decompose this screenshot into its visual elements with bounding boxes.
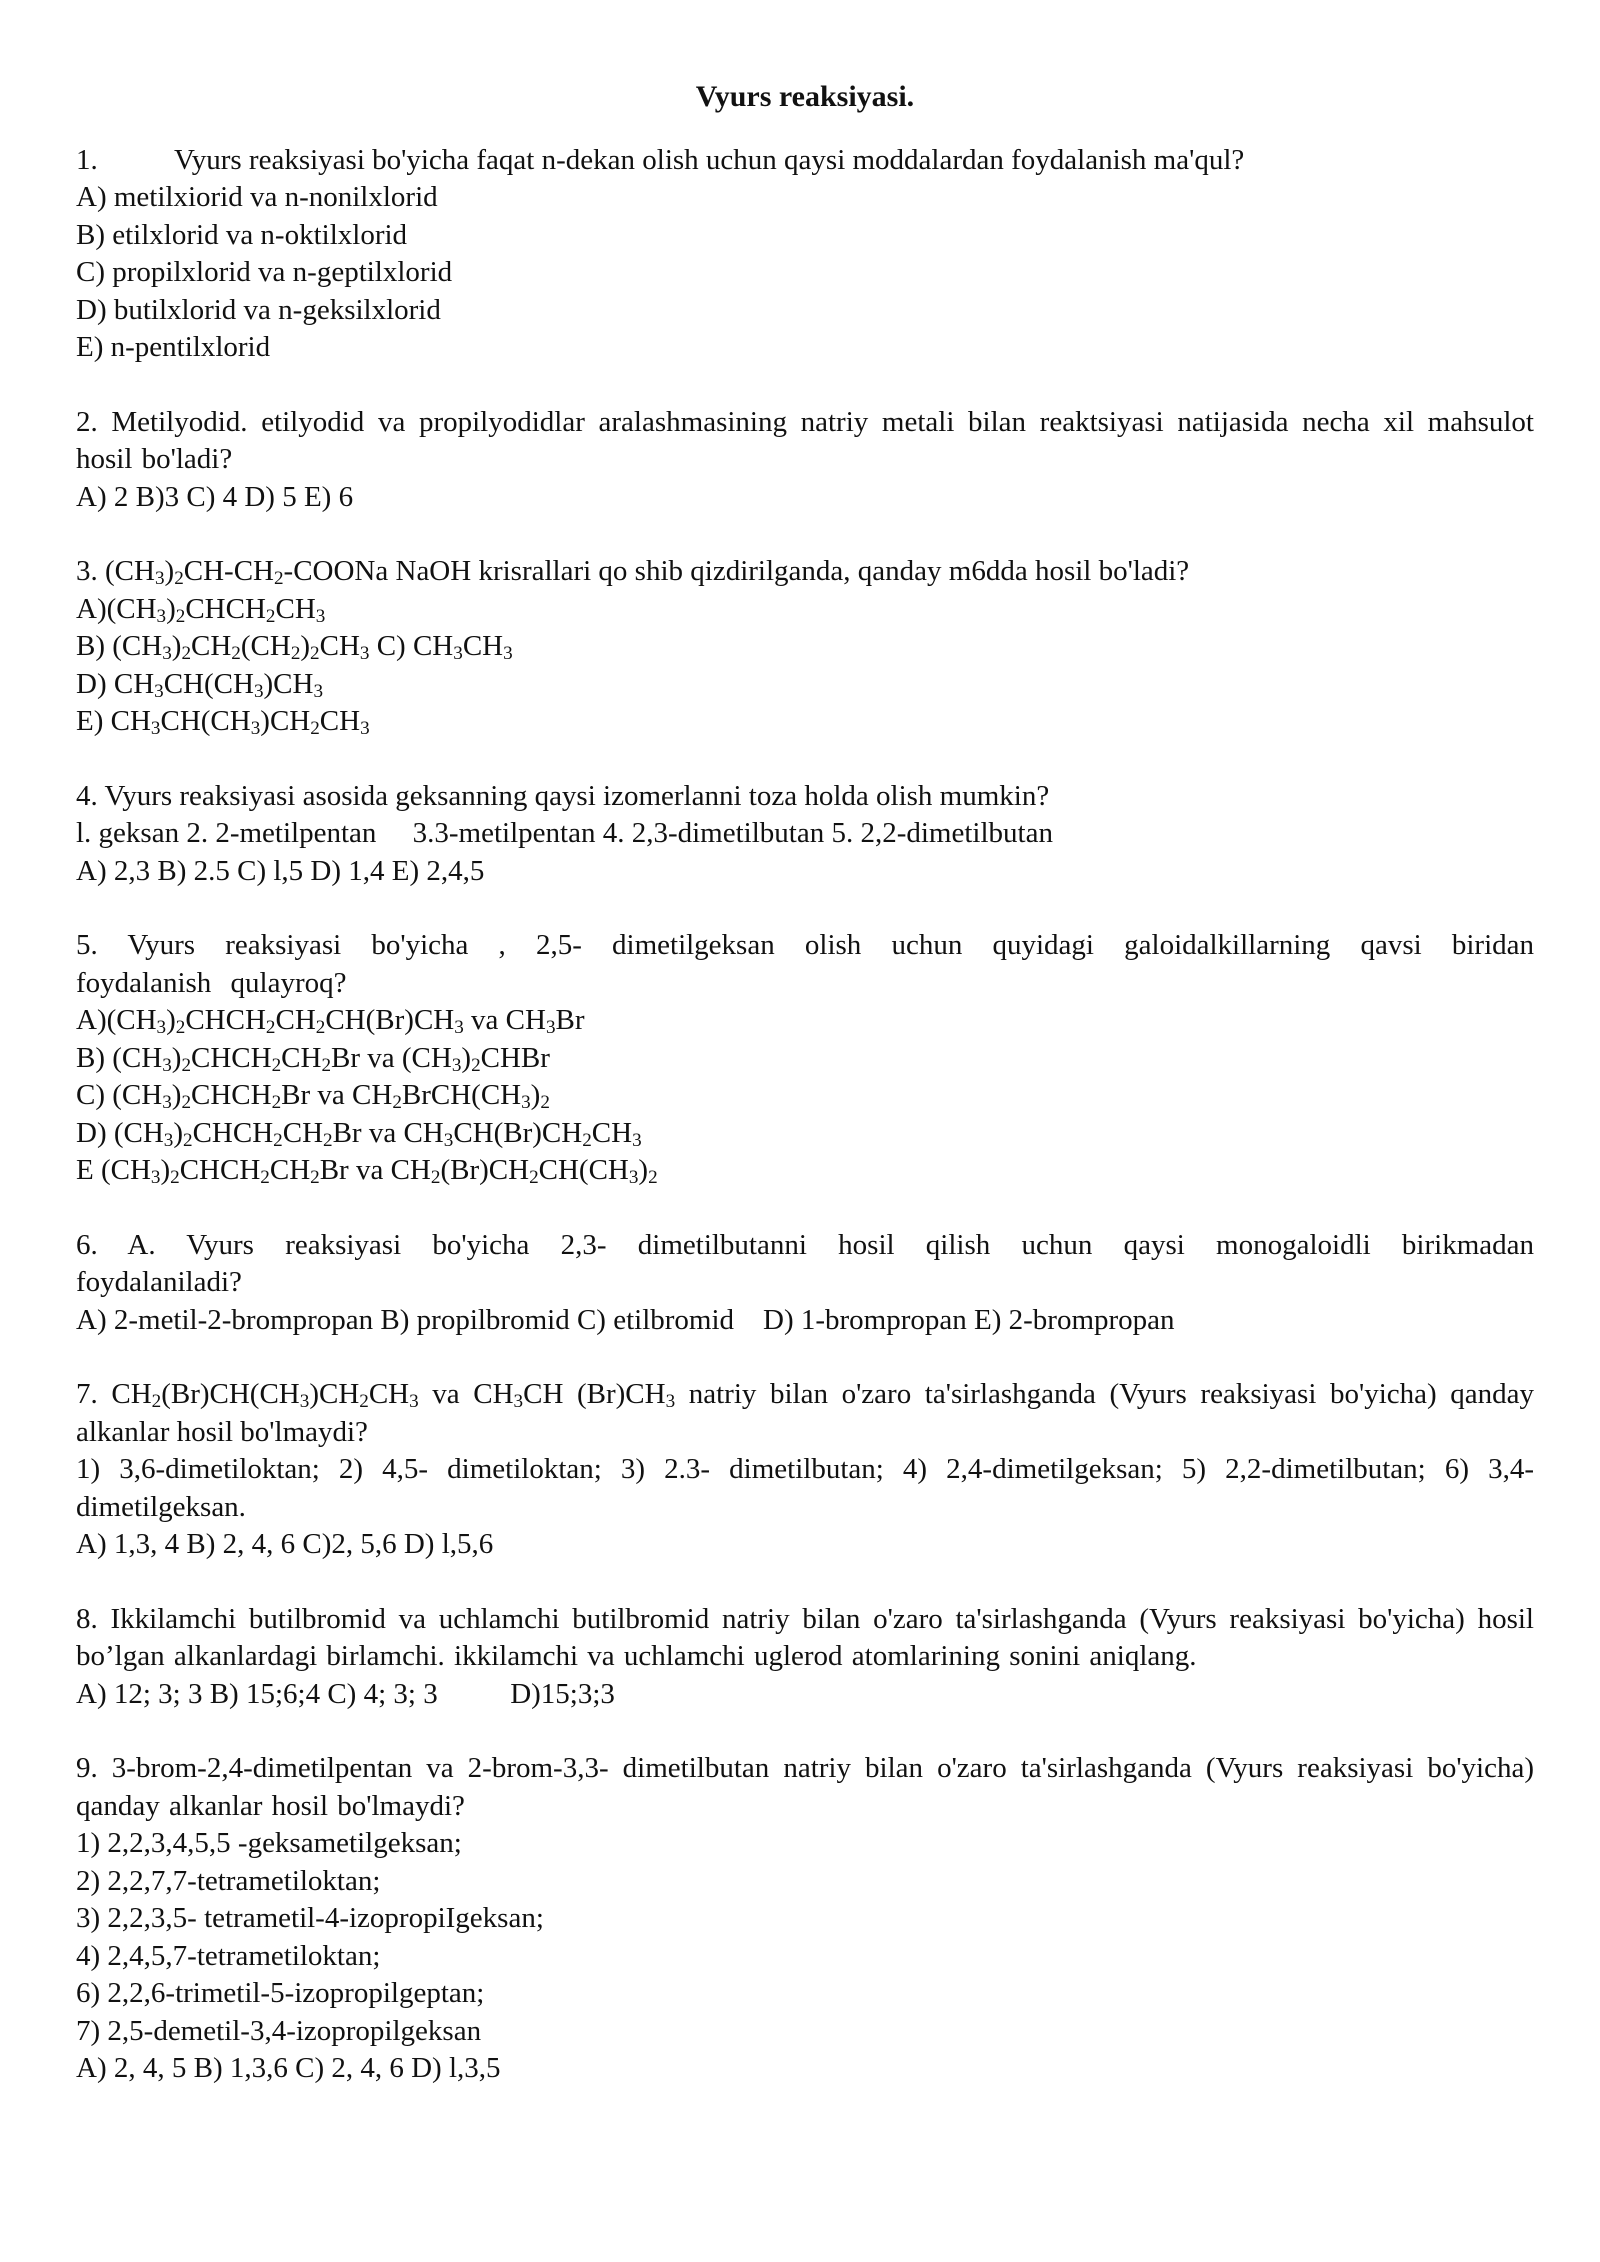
question-6-stem: 6. A. Vyurs reaksiyasi bo'yicha 2,3- dimetilbutanni hosil qilish uchun qaysi monogaloidli birikmadan foydalaniladi? [76, 1228, 1534, 1298]
question-3-option-e: E) $CH_3CH(CH_3)CH_2CH_3$ [76, 705, 370, 740]
question-7 [76, 1376, 1534, 1564]
question-5-option-a: $A)(CH_3)_2CHCH_2CH_2CH(Br)CH_3$ va $CH_3Br$ [76, 1004, 585, 1039]
question-4-answers: A) 2,3 B) 2.5 C) l,5 D) 1,4 E) 2,4,5 [76, 854, 485, 887]
question-5 [76, 927, 1534, 1190]
question-9-item-2: 2) 2,2,7,7-tetrametiloktan; [76, 1864, 381, 1897]
question-4-items: l. geksan 2. 2-metilpentan 3.3-metilpentan 4. 2,3-dimetilbutan 5. 2,2-dimetilbutan [76, 817, 1053, 849]
question-5-stem: 5. Vyurs reaksiyasi bo'yicha , 2,5- dimetilgeksan olish uchun quyidagi galoidalkillarning qavsi biridan foydalanish qulayroq? [76, 929, 1534, 999]
question-7-body: 1) 3,6-dimetiloktan; 2) 4,5- dimetiloktan; 3) 2.3- dimetilbutan; 4) 2,4-dimetilgeksan; 5) 2,2-dimetilbutan; 6) 3,4-dimetilgeksan. [76, 1453, 1534, 1523]
question-1-stem-text: Vyurs reaksiyasi bo'yicha faqat n-dekan olish uchun qaysi moddalardan foydalanish ma'qul? [174, 143, 1245, 176]
question-7-answers: A) 1,3, 4 B) 2, 4, 6 C)2, 5,6 D) l,5,6 [76, 1528, 494, 1560]
question-7-stem: 7. $CH_2(Br)CH(CH_3)CH_2CH_3$ va $CH_3CH$ $(Br)CH_3$ natriy bilan o'zaro ta'sirlashganda (Vyurs reaksiyasi bo'yicha) qanday alkanlar hosil bo'lmaydi? [76, 1378, 1534, 1448]
question-9-item-4: 4) 2,4,5,7-tetrametiloktan; [76, 1939, 381, 1972]
question-4 [76, 778, 1534, 891]
question-1-number: 1. [76, 143, 98, 176]
question-6-answers: A) 2-metil-2-brompropan B) propilbromid C) etilbromid D) 1-brompropan E) 2-brompropan [76, 1303, 1175, 1336]
question-5-option-b: B) $(CH_3)_2CHCH_2CH_2Br$ va $(CH_3)_2CHBr$ [76, 1041, 550, 1076]
question-5-option-c: C) $(CH_3)_2CHCH_2Br$ va $CH_2BrCH(CH_3)_2$ [76, 1079, 550, 1114]
question-1-option-a: A) metilxiorid va n-nonilxlorid [76, 181, 438, 213]
question-1-option-c: C) propilxlorid va n-geptilxlorid [76, 256, 453, 288]
question-9 [76, 1750, 1534, 2088]
question-9-item-1: 1) 2,2,3,4,5,5 -geksametilgeksan; [76, 1827, 462, 1859]
document-title: Vyurs reaksiyasi. [695, 80, 915, 113]
question-2-stem: 2. Metilyodid. etilyodid va propilyodidlar aralashmasining natriy metali bilan reaktsiyasi natijasida necha xil mahsulot hosil bo'ladi? [76, 405, 1534, 475]
question-8-stem: 8. Ikkilamchi butilbromid va uchlamchi butilbromid natriy bilan o'zaro ta'sirlashganda (Vyurs reaksiyasi bo'yicha) hosil bo’lgan alkanlardagi birlamchi. ikkilamchi va uchlamchi uglerod atomlarining sonini aniqlang. [76, 1602, 1534, 1672]
question-9-item-3: 3) 2,2,3,5- tetrametil-4-izopropiIgeksan; [76, 1902, 544, 1934]
question-2-answers: A) 2 B)3 C) 4 D) 5 E) 6 [76, 480, 354, 513]
question-5-option-d: D) $(CH_3)_2CHCH_2CH_2Br$ va $CH_3CH(Br)CH_2CH_3$ [76, 1116, 642, 1151]
question-3-option-d: D) $CH_3CH(CH_3)CH_3$ [76, 667, 324, 702]
question-9-item-7: 7) 2,5-demetil-3,4-izopropilgeksan [76, 2014, 482, 2047]
question-3-option-a: $A)(CH_3)_2CHCH_2CH_3$ [76, 592, 326, 627]
question-3-stem: 3. $(CH_3)_2CH-CH_2$-COONa NaOH krisrallari qo shib qizdirilganda, qanday m6dda hosil bo'ladi? [76, 555, 1190, 590]
question-2 [76, 404, 1534, 517]
question-3 [76, 553, 1534, 741]
question-1-option-e: E) n-pentilxlorid [76, 331, 271, 363]
document-page [76, 78, 1534, 2125]
question-3-option-b-c: B) $(CH_3)_2CH_2(CH_2)_2CH_3$ C) $CH_3CH_3$ [76, 630, 513, 665]
question-4-stem: 4. Vyurs reaksiyasi asosida geksanning qaysi izomerlanni toza holda olish mumkin? [76, 779, 1050, 812]
question-1-stem [76, 142, 1534, 180]
question-8 [76, 1601, 1534, 1714]
question-9-item-6: 6) 2,2,6-trimetil-5-izopropilgeptan; [76, 1977, 485, 2009]
question-5-option-e: E $(CH_3)_2CHCH_2CH_2Br$ va $CH_2(Br)CH_2CH(CH_3)_2$ [76, 1154, 658, 1189]
question-1 [76, 142, 1534, 367]
question-9-answers: A) 2, 4, 5 B) 1,3,6 C) 2, 4, 6 D) l,3,5 [76, 2052, 501, 2084]
question-6 [76, 1227, 1534, 1340]
question-1-option-b: B) etilxlorid va n-oktilxlorid [76, 218, 408, 251]
question-9-stem: 9. 3-brom-2,4-dimetilpentan va 2-brom-3,3- dimetilbutan natriy bilan o'zaro ta'sirlashganda (Vyurs reaksiyasi bo'yicha) qanday alkanlar hosil bo'lmaydi? [76, 1752, 1534, 1822]
question-1-option-d: D) butilxlorid va n-geksilxlorid [76, 293, 441, 326]
question-8-answers: A) 12; 3; 3 B) 15;6;4 C) 4; 3; 3 D)15;3;3 [76, 1677, 615, 1710]
